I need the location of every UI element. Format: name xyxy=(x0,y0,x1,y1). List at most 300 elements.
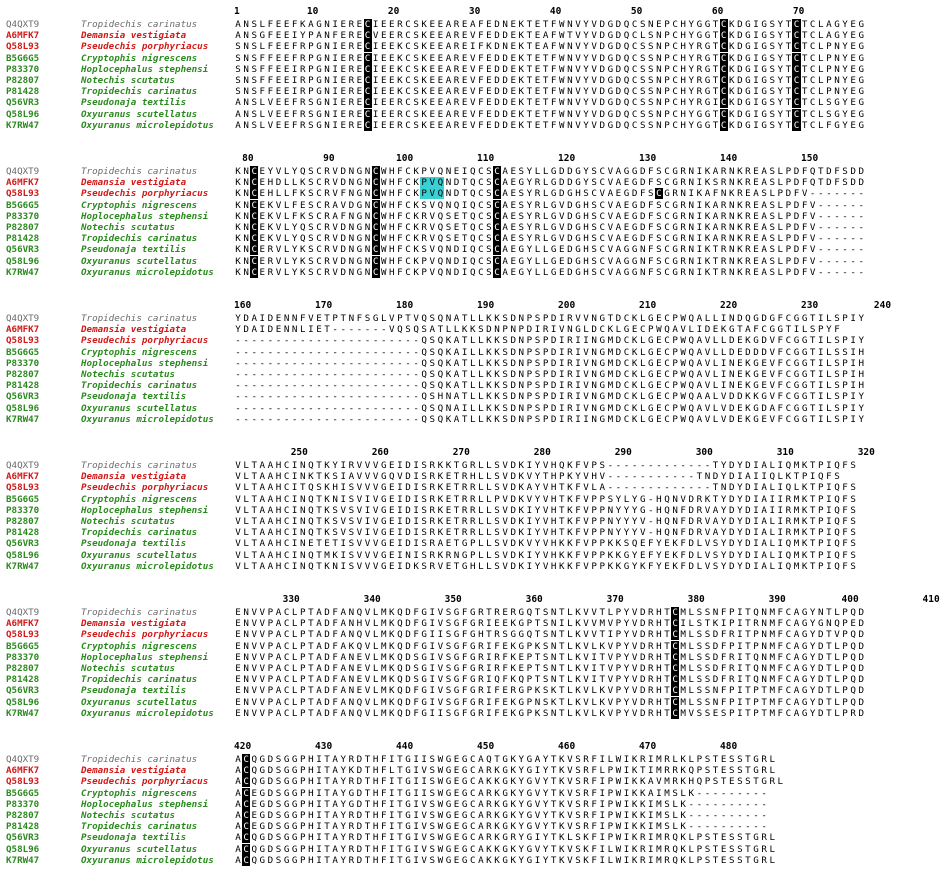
residue: V xyxy=(583,674,589,686)
residue: S xyxy=(575,821,581,833)
residue: G xyxy=(761,86,767,98)
residue: T xyxy=(251,504,257,516)
residue: D xyxy=(639,685,646,697)
residue: T xyxy=(818,177,824,189)
residue: V xyxy=(251,640,257,652)
residue: R xyxy=(478,696,484,708)
residue: T xyxy=(559,663,565,674)
residue: - xyxy=(332,380,338,392)
residue: D xyxy=(405,685,411,697)
residue: Q xyxy=(834,527,840,539)
residue: D xyxy=(615,108,622,120)
residue: I xyxy=(761,471,767,483)
residue: G xyxy=(283,832,290,844)
residue: Y xyxy=(526,233,533,245)
residue: N xyxy=(502,41,508,53)
residue: M xyxy=(793,504,800,516)
residue: I xyxy=(737,674,743,686)
position-tick: 150 xyxy=(801,153,819,164)
residue: L xyxy=(639,313,646,324)
residue: C xyxy=(631,108,638,120)
residue: L xyxy=(478,516,484,527)
residue: G xyxy=(648,313,654,324)
residue: R xyxy=(469,493,476,505)
residue: N xyxy=(761,651,767,663)
residue: I xyxy=(461,266,468,278)
residue: T xyxy=(801,30,808,42)
residue: H xyxy=(656,527,662,539)
residue: N xyxy=(364,222,371,233)
residue: V xyxy=(809,244,816,256)
residue: Q xyxy=(623,41,630,53)
residue: V xyxy=(607,674,614,686)
residue: F xyxy=(478,63,484,75)
residue: K xyxy=(801,493,808,505)
residue: A xyxy=(445,30,452,42)
residue: - xyxy=(372,413,379,425)
residue: L xyxy=(769,460,775,471)
residue: K xyxy=(510,854,516,866)
residue: G xyxy=(575,222,581,233)
residue: D xyxy=(858,640,865,652)
residue: V xyxy=(429,222,436,233)
residue: F xyxy=(340,188,347,200)
residue: C xyxy=(599,255,606,267)
residue: E xyxy=(259,199,266,211)
residue: R xyxy=(397,108,403,120)
residue: K xyxy=(445,380,452,392)
residue: F xyxy=(380,821,387,833)
residue: D xyxy=(356,832,363,844)
residue: R xyxy=(720,199,727,211)
residue: I xyxy=(372,108,379,120)
residue: V xyxy=(534,787,541,799)
residue: I xyxy=(648,765,654,777)
residue: I xyxy=(777,516,784,527)
residue: R xyxy=(648,696,654,708)
residue: Y xyxy=(542,854,549,866)
residue: V xyxy=(607,222,614,233)
residue: - xyxy=(259,402,266,414)
residue: A xyxy=(453,313,460,324)
residue: V xyxy=(356,538,363,550)
residue: - xyxy=(364,324,371,336)
residue: N xyxy=(818,607,824,618)
species-name: Tropidechis carinatus xyxy=(81,674,198,686)
residue: V xyxy=(502,471,508,483)
residue: D xyxy=(567,210,573,222)
residue: K xyxy=(559,810,565,821)
position-ruler xyxy=(0,153,819,165)
residue: W xyxy=(559,52,565,64)
residue: D xyxy=(712,674,719,686)
residue: G xyxy=(461,460,468,471)
residue: D xyxy=(502,63,508,75)
residue: S xyxy=(639,52,646,64)
residue: G xyxy=(648,402,654,414)
residue: D xyxy=(818,640,824,652)
residue: A xyxy=(445,63,452,75)
residue: N xyxy=(639,266,646,278)
residue: C xyxy=(623,369,630,380)
residue: A xyxy=(478,754,484,765)
residue: L xyxy=(478,538,484,550)
residue: G xyxy=(761,119,767,131)
residue: K xyxy=(486,380,492,392)
residue: C xyxy=(672,75,678,86)
residue: N xyxy=(656,41,662,53)
residue: F xyxy=(720,629,727,641)
residue: G xyxy=(453,685,460,697)
residue: R xyxy=(542,324,549,336)
residue: M xyxy=(769,629,775,641)
residue: K xyxy=(324,527,330,539)
residue: Q xyxy=(251,765,257,777)
residue: - xyxy=(413,380,419,392)
residue: D xyxy=(761,402,767,414)
residue: - xyxy=(688,471,695,483)
residue: T xyxy=(712,63,719,75)
residue: V xyxy=(583,380,589,392)
residue: K xyxy=(631,346,638,358)
residue: H xyxy=(308,843,314,855)
residue: N xyxy=(445,402,452,414)
residue: L xyxy=(478,527,484,539)
residue: Y xyxy=(534,538,541,550)
residue: V xyxy=(437,560,444,572)
sequence xyxy=(234,75,865,86)
residue: A xyxy=(340,674,347,686)
residue: S xyxy=(413,52,419,64)
residue: S xyxy=(348,538,355,550)
residue: I xyxy=(753,560,759,572)
residue: P xyxy=(526,674,533,686)
residue: C xyxy=(316,255,322,267)
residue: A xyxy=(332,854,338,866)
residue: - xyxy=(809,188,816,200)
residue: Q xyxy=(469,199,476,211)
residue: K xyxy=(712,618,719,630)
residue: L xyxy=(696,538,703,550)
residue: D xyxy=(818,707,824,719)
residue: P xyxy=(300,674,306,686)
residue: D xyxy=(567,222,573,233)
residue: V xyxy=(583,402,589,414)
residue: N xyxy=(243,222,249,233)
sequence xyxy=(234,708,865,719)
residue: C xyxy=(623,313,630,324)
residue: N xyxy=(728,357,735,369)
residue: S xyxy=(704,607,711,618)
residue: E xyxy=(639,538,646,550)
residue: E xyxy=(251,798,257,810)
residue: R xyxy=(267,244,274,256)
residue: V xyxy=(567,854,573,866)
residue: T xyxy=(453,471,460,483)
residue: S xyxy=(834,402,840,414)
residue: L xyxy=(372,618,379,630)
residue: R xyxy=(429,516,436,527)
residue: D xyxy=(737,86,743,98)
residue: F xyxy=(842,516,848,527)
residue: D xyxy=(639,707,646,719)
residue: E xyxy=(445,538,452,550)
residue: R xyxy=(453,86,460,98)
residue: - xyxy=(332,346,338,358)
residue: Q xyxy=(251,854,257,866)
residue: D xyxy=(615,86,622,98)
residue: N xyxy=(502,19,508,30)
residue: - xyxy=(389,369,395,380)
residue: - xyxy=(696,460,703,471)
residue: D xyxy=(567,177,573,189)
residue: V xyxy=(542,460,549,471)
residue: I xyxy=(737,629,743,641)
residue: P xyxy=(785,210,792,222)
residue: G xyxy=(745,97,751,109)
residue: S xyxy=(494,482,500,494)
residue: - xyxy=(826,233,832,245)
residue: E xyxy=(300,199,306,211)
accession-label: A6MFK7 xyxy=(6,618,40,630)
residue: G xyxy=(704,97,711,109)
residue: Q xyxy=(623,19,630,30)
residue: F xyxy=(648,233,654,245)
residue: G xyxy=(421,640,427,652)
residue: R xyxy=(300,63,306,75)
residue: W xyxy=(680,413,686,425)
residue: T xyxy=(826,607,832,618)
residue: V xyxy=(469,108,476,120)
residue: G xyxy=(356,233,363,245)
residue: A xyxy=(259,516,266,527)
residue: Y xyxy=(518,798,525,810)
residue: Y xyxy=(688,108,695,120)
residue: K xyxy=(785,471,792,483)
residue: - xyxy=(737,798,743,810)
residue: F xyxy=(478,41,484,53)
residue: V xyxy=(364,707,371,719)
residue: V xyxy=(437,618,444,630)
residue: R xyxy=(461,493,468,505)
residue: N xyxy=(672,493,678,505)
residue: N xyxy=(656,86,662,98)
residue: G xyxy=(405,821,411,833)
residue: E xyxy=(275,119,282,131)
residue: H xyxy=(308,754,314,765)
residue: H xyxy=(550,504,557,516)
residue: K xyxy=(413,233,419,245)
residue: A xyxy=(502,177,508,189)
residue: R xyxy=(429,482,436,494)
residue: I xyxy=(623,810,630,821)
residue: C xyxy=(405,210,411,222)
residue: - xyxy=(397,357,403,369)
residue: I xyxy=(413,516,419,527)
residue: L xyxy=(542,177,549,189)
residue: F xyxy=(291,210,298,222)
residue: T xyxy=(809,391,816,403)
residue: A xyxy=(235,798,241,810)
residue: G xyxy=(316,86,322,98)
residue: N xyxy=(567,108,573,120)
residue: - xyxy=(316,369,322,380)
residue: M xyxy=(680,651,686,663)
accession-label: P83370 xyxy=(6,210,40,222)
residue: K xyxy=(567,471,573,483)
sequence xyxy=(234,347,865,358)
residue: L xyxy=(283,266,290,278)
residue: G xyxy=(316,97,322,109)
residue: V xyxy=(542,493,549,505)
residue: G xyxy=(575,166,581,177)
residue: L xyxy=(639,369,646,380)
residue: N xyxy=(332,560,338,572)
residue: - xyxy=(405,380,411,392)
residue: K xyxy=(559,832,565,844)
residue: N xyxy=(445,391,452,403)
residue: C xyxy=(599,324,606,336)
residue: E xyxy=(510,30,516,42)
residue: Q xyxy=(356,696,363,708)
residue: M xyxy=(793,493,800,505)
residue: D xyxy=(550,391,557,403)
residue: K xyxy=(534,640,541,652)
residue: V xyxy=(567,821,573,833)
residue: P xyxy=(728,696,735,708)
residue: I xyxy=(559,413,565,425)
residue: L xyxy=(712,369,719,380)
residue: T xyxy=(826,707,832,719)
residue: S xyxy=(308,210,314,222)
residue: K xyxy=(680,843,686,855)
residue: L xyxy=(777,177,784,189)
residue: P xyxy=(542,335,549,347)
residue: E xyxy=(437,41,444,53)
residue: K xyxy=(413,210,419,222)
residue: K xyxy=(575,685,581,697)
residue: V xyxy=(372,549,379,561)
residue: V xyxy=(583,369,589,380)
residue: N xyxy=(348,233,355,245)
residue: S xyxy=(421,244,427,256)
residue: R xyxy=(348,460,355,471)
residue: E xyxy=(275,19,282,30)
residue: D xyxy=(340,255,347,267)
residue: D xyxy=(761,346,767,358)
residue: C xyxy=(283,538,290,550)
residue: N xyxy=(688,233,695,245)
residue: C xyxy=(243,854,249,866)
residue: Y xyxy=(688,63,695,75)
residue: K xyxy=(680,776,686,788)
residue: E xyxy=(753,177,759,189)
residue: R xyxy=(469,516,476,527)
residue: R xyxy=(720,177,727,189)
residue: - xyxy=(316,346,322,358)
residue: C xyxy=(664,313,670,324)
residue: C xyxy=(243,821,249,833)
residue: R xyxy=(850,707,856,719)
residue: C xyxy=(793,97,800,109)
residue: G xyxy=(502,754,508,765)
residue: N xyxy=(300,493,306,505)
residue: A xyxy=(607,188,614,200)
residue: N xyxy=(834,52,840,64)
residue: R xyxy=(348,19,355,30)
residue: F xyxy=(397,199,403,211)
residue: K xyxy=(445,357,452,369)
residue: - xyxy=(259,391,266,403)
residue: S xyxy=(308,244,314,256)
residue: R xyxy=(567,346,573,358)
residue: N xyxy=(761,618,767,630)
residue: E xyxy=(453,765,460,777)
residue: T xyxy=(397,810,403,821)
residue: I xyxy=(753,516,759,527)
residue: F xyxy=(648,538,654,550)
residue: A xyxy=(275,607,282,618)
residue: L xyxy=(818,97,824,109)
residue: F xyxy=(712,188,719,200)
residue: F xyxy=(380,765,387,777)
residue: C xyxy=(631,52,638,64)
residue: C xyxy=(664,233,670,245)
position-tick: 300 xyxy=(695,447,713,458)
residue: P xyxy=(753,640,759,652)
sequence xyxy=(234,527,857,538)
residue: R xyxy=(534,222,541,233)
residue: G xyxy=(753,402,759,414)
residue: - xyxy=(348,357,355,369)
residue: T xyxy=(542,52,549,64)
species-name: Oxyuranus scutellatus xyxy=(81,108,198,120)
residue: G xyxy=(259,798,266,810)
residue: K xyxy=(575,663,581,674)
residue: Q xyxy=(623,52,630,64)
residue: E xyxy=(510,199,516,211)
residue: K xyxy=(575,707,581,719)
residue: F xyxy=(291,108,298,120)
residue: F xyxy=(340,210,347,222)
residue: K xyxy=(559,787,565,799)
residue: C xyxy=(372,188,379,200)
residue: I xyxy=(429,629,436,641)
residue: - xyxy=(818,199,824,211)
residue: F xyxy=(550,119,557,131)
residue: I xyxy=(737,618,743,630)
residue: R xyxy=(478,640,484,652)
residue: F xyxy=(680,549,686,561)
accession-label: B5G6G5 xyxy=(6,52,40,64)
residue: E xyxy=(445,504,452,516)
residue: N xyxy=(324,75,330,86)
residue: H xyxy=(372,821,379,833)
residue: C xyxy=(785,618,792,630)
residue: Y xyxy=(542,810,549,821)
residue: - xyxy=(712,787,719,799)
residue: I xyxy=(753,538,759,550)
residue: E xyxy=(453,854,460,866)
residue: D xyxy=(737,313,743,324)
residue: Y xyxy=(615,527,622,539)
residue: N xyxy=(243,30,249,42)
residue: K xyxy=(737,266,743,278)
residue: T xyxy=(712,493,719,505)
residue: F xyxy=(801,255,808,267)
residue: A xyxy=(235,832,241,844)
species-name: Tropidechis carinatus xyxy=(81,380,198,392)
